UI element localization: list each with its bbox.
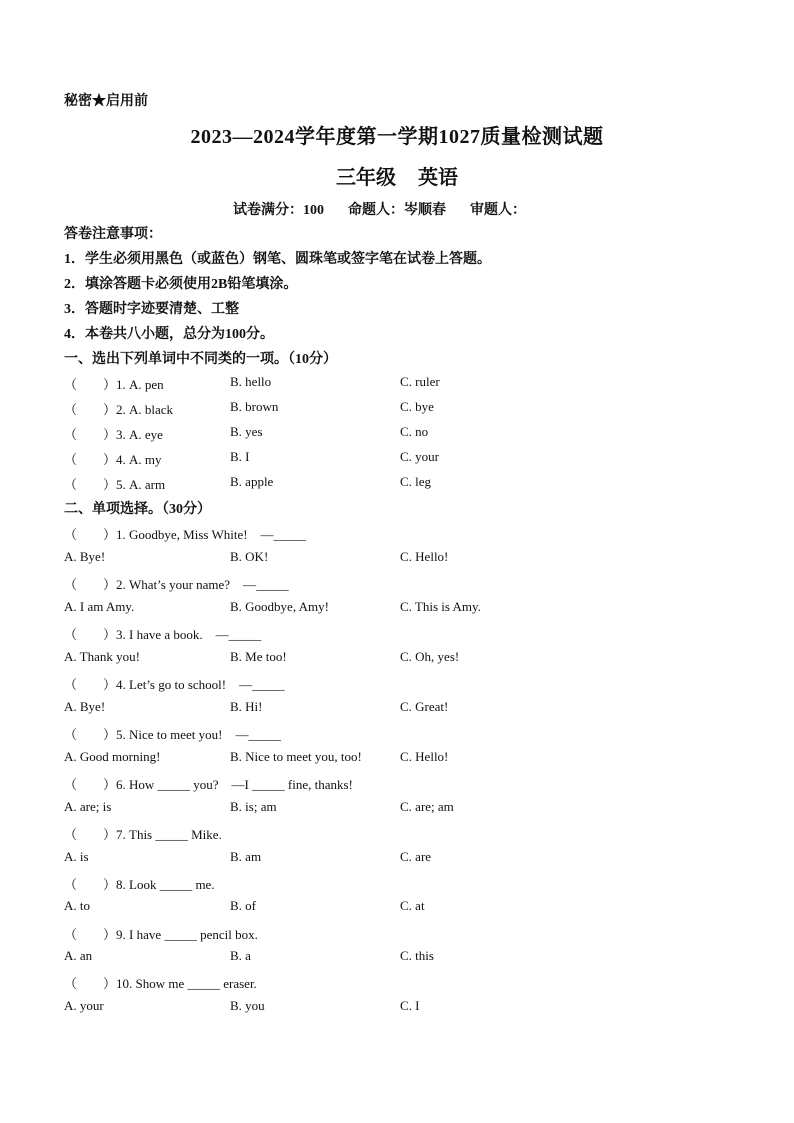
note-item: 4．本卷共八小题，总分为100分。 — [64, 327, 274, 342]
options-row — [64, 649, 744, 671]
subject-label: 英语 — [418, 167, 458, 189]
option-c: C. ruler — [400, 374, 440, 389]
question-row — [64, 574, 744, 596]
question-stem: （ ）10. Show me _____ eraser. — [64, 976, 257, 991]
question-row — [64, 624, 744, 646]
question-stem: （ ）8. Look _____ me. — [64, 877, 215, 892]
question-stem: （ ）2. What’s your name? —_____ — [64, 577, 289, 592]
options-row — [64, 749, 744, 771]
option-b: B. yes — [230, 424, 263, 439]
option-c: C. I — [400, 998, 420, 1013]
option-b: B. Me too! — [230, 649, 287, 664]
question-row — [64, 824, 744, 846]
question-row — [64, 724, 744, 746]
option-b: B. brown — [230, 399, 279, 414]
option-b: B. I — [230, 449, 250, 464]
question-stem: （ ）5. Nice to meet you! —_____ — [64, 727, 281, 742]
section1-row — [64, 449, 744, 471]
option-a: A. an — [64, 948, 93, 963]
option-b: B. a — [230, 948, 251, 963]
question-stem: （ ）4. Let’s go to school! —_____ — [64, 677, 285, 692]
options-row — [64, 948, 744, 970]
option-c: C. your — [400, 449, 439, 464]
note-item: 2．填涂答题卡必须使用2B铅笔填涂。 — [64, 277, 298, 292]
option-b: B. is; am — [230, 799, 277, 814]
section1-row — [64, 424, 744, 446]
question-stem: （ ）3. I have a book. —_____ — [64, 627, 262, 642]
note-item: 1．学生必须用黑色（或蓝色）钢笔、圆珠笔或签字笔在试卷上答题。 — [64, 252, 491, 267]
option-c: C. Great! — [400, 699, 449, 714]
option-b: B. Nice to meet you, too! — [230, 749, 362, 764]
option-a: A. are; is — [64, 799, 112, 814]
section1-row — [64, 374, 744, 396]
option-a: A. to — [64, 898, 90, 913]
options-row — [64, 898, 744, 920]
options-row — [64, 699, 744, 721]
reviewer-label: 审题人： — [470, 203, 526, 218]
option-a: A. Thank you! — [64, 649, 140, 664]
option-c: C. at — [400, 898, 425, 913]
section2-heading: 二、单项选择。（30分） — [64, 502, 211, 517]
option-b: B. OK! — [230, 549, 269, 564]
option-b: B. Goodbye, Amy! — [230, 599, 329, 614]
options-row — [64, 599, 744, 621]
notes-heading: 答卷注意事项： — [64, 227, 162, 242]
option-c: C. are; am — [400, 799, 454, 814]
option-c: C. Oh, yes! — [400, 649, 460, 664]
author-label: 命题人：岑顺春 — [348, 203, 446, 218]
option-b: B. am — [230, 849, 262, 864]
grade-label: 三年级 — [336, 167, 396, 189]
options-row — [64, 998, 744, 1020]
options-row — [64, 799, 744, 821]
section1-heading: 一、选出下列单词中不同类的一项。（10分） — [64, 352, 337, 367]
question-row — [64, 973, 744, 995]
question-stem: （ ）7. This _____ Mike. — [64, 827, 222, 842]
question-row — [64, 774, 744, 796]
question-stem: （ ）3. A. eye — [64, 427, 163, 442]
question-stem: （ ）5. A. arm — [64, 477, 166, 492]
option-b: B. Hi! — [230, 699, 263, 714]
question-stem: （ ）1. Goodbye, Miss White! —_____ — [64, 527, 307, 542]
option-c: C. bye — [400, 399, 434, 414]
option-c: C. Hello! — [400, 549, 449, 564]
exam-title: 2023—2024学年度第一学期1027质量检测试题 — [190, 126, 604, 148]
exam-subtitle — [0, 161, 794, 190]
option-c: C. Hello! — [400, 749, 449, 764]
option-c: C. This is Amy. — [400, 599, 481, 614]
option-c: C. leg — [400, 474, 432, 489]
option-a: A. Bye! — [64, 549, 106, 564]
exam-meta — [233, 199, 526, 219]
option-b: B. you — [230, 998, 265, 1013]
option-a: A. is — [64, 849, 89, 864]
question-stem: （ ）2. A. black — [64, 402, 174, 417]
note-item: 3．答题时字迹要清楚、工整 — [64, 302, 239, 317]
question-row — [64, 874, 744, 896]
score-label: 试卷满分：100 — [233, 203, 324, 218]
option-a: A. your — [64, 998, 104, 1013]
question-stem: （ ）1. A. pen — [64, 377, 164, 392]
option-c: C. no — [400, 424, 429, 439]
option-b: B. apple — [230, 474, 274, 489]
question-row — [64, 924, 744, 946]
question-stem: （ ）6. How _____ you? —I _____ fine, thanks! — [64, 777, 353, 792]
question-row — [64, 524, 744, 546]
option-a: A. Bye! — [64, 699, 106, 714]
question-row — [64, 674, 744, 696]
section1-row — [64, 399, 744, 421]
option-b: B. of — [230, 898, 256, 913]
section1-row — [64, 474, 744, 496]
option-c: C. this — [400, 948, 434, 963]
option-b: B. hello — [230, 374, 272, 389]
question-stem: （ ）4. A. my — [64, 452, 162, 467]
options-row — [64, 849, 744, 871]
question-stem: （ ）9. I have _____ pencil box. — [64, 927, 258, 942]
option-a: A. I am Amy. — [64, 599, 135, 614]
confidential-label: 秘密★启用前 — [64, 94, 148, 109]
option-a: A. Good morning! — [64, 749, 161, 764]
option-c: C. are — [400, 849, 432, 864]
options-row — [64, 549, 744, 571]
